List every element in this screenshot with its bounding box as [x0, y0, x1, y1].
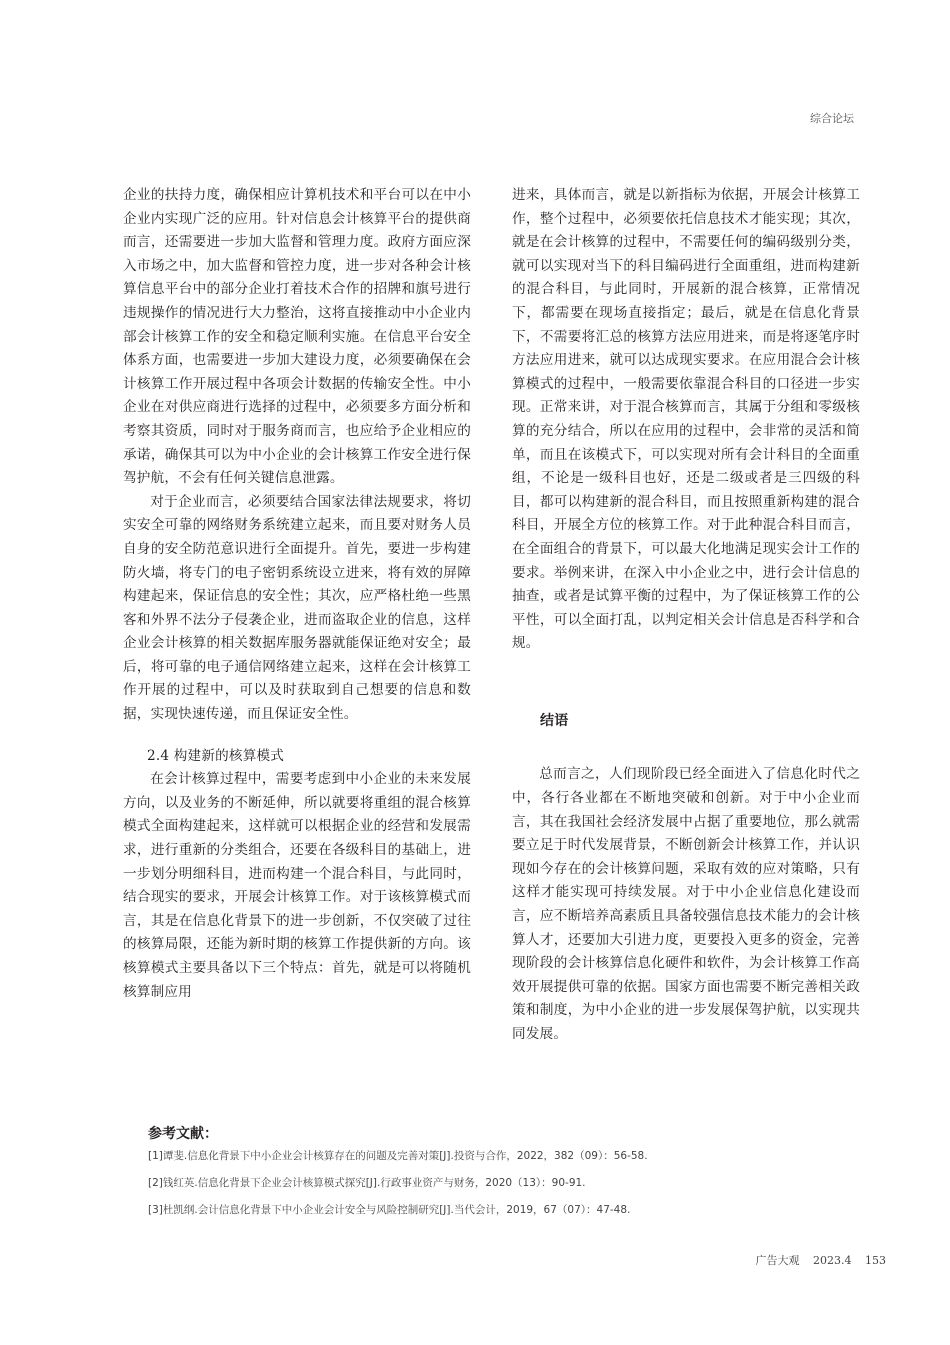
page-footer	[746, 1252, 887, 1268]
conclusion-heading: 结语	[540, 712, 569, 729]
body-paragraph: 在会计核算过程中，需要考虑到中小企业的未来发展方向，以及业务的不断延伸，所以就要将重组的混合核算模式全面构建起来，这样就可以根据企业的经营和发展需求，进行重新的分类组合，还要在各级科目的基础上，进一步划分明细科目，进而构建一个混合科目，与此同时，结合现实的要求，开展会计核算工作。对于该核算模式而言，其是在信息化背景下的进一步创新，不仅突破了过往的核算局限，还能为新时期的核算工作提供新的方向。该核算模式主要具备以下三个特点：首先，就是可以将随机核算制应用	[123, 771, 471, 1000]
body-paragraph: 总而言之，人们现阶段已经全面进入了信息化时代之中，各行各业都在不断地突破和创新。对于中小企业而言，其在我国社会经济发展中占据了重要地位，那么就需要立足于时代发展背景，不断创新会计核算工作，并认识现如今存在的会计核算问题，采取有效的应对策略，只有这样才能实现可持续发展。对于中小企业信息化建设而言，应不断培养高素质且具备较强信息技术能力的会计核算人才，还要加大引进力度，更要投入更多的资金，完善现阶段的会计核算信息化硬件和软件，为会计核算工作高效开展提供可靠的依据。国家方面也需要不断完善相关政策和制度，为中小企业的进一步发展保驾护航，以实现共同发展。	[512, 766, 860, 1042]
section-tag: 综合论坛	[810, 112, 854, 125]
reference-item: [2]钱红英.信息化背景下企业会计核算模式探究[J].行政事业资产与财务，2020（13）：90-91.	[148, 1177, 586, 1189]
body-paragraph: 企业的扶持力度，确保相应计算机技术和平台可以在中小企业内实现广泛的应用。针对信息会计核算平台的提供商而言，还需要进一步加大监督和管理力度。政府方面应深入市场之中，加大监督和管控力度，进一步对各种会计核算信息平台中的部分企业打着技术合作的招牌和旗号进行违规操作的情况进行大力整治，这将直接推动中小企业内部会计核算工作的安全和稳定顺利实施。在信息平台安全体系方面，也需要进一步加大建设力度，必须要确保在会计核算工作开展过程中各项会计数据的传输安全性。中小企业在对供应商进行选择的过程中，必须要多方面分析和考察其资质，同时对于服务商而言，也应给予企业相应的承诺，确保其可以为中小企业的会计核算工作安全进行保驾护航，不会有任何关键信息泄露。	[123, 187, 471, 487]
references-title: 参考文献：	[148, 1126, 218, 1142]
right-column	[512, 184, 860, 1047]
subsection-heading: 2.4 构建新的核算模式	[147, 747, 285, 764]
references	[148, 1123, 828, 1230]
journal-name: 广告大观	[755, 1254, 800, 1267]
body-paragraph: 对于企业而言，必须要结合国家法律法规要求，将切实安全可靠的网络财务系统建立起来，而且要对财务人员自身的安全防范意识进行全面提升。首先，要进一步构建防火墙，将专门的电子密钥系统设立进来，将有效的屏障构建起来，保证信息的安全性；其次，应严格杜绝一些黑客和外界不法分子侵袭企业，进而盗取企业的信息，这样企业会计核算的相关数据库服务器就能保证绝对安全；最后，将可靠的电子通信网络建立起来，这样在会计核算工作开展的过程中，可以及时获取到自己想要的信息和数据，实现快速传递，而且保证安全性。	[123, 493, 471, 723]
issue-number: 2023.4	[813, 1254, 852, 1267]
left-column	[123, 184, 471, 1004]
page-number: 153	[865, 1254, 886, 1267]
reference-item: [3]杜凯纲.会计信息化背景下中小企业会计安全与风险控制研究[J].当代会计，2019，67（07）：47-48.	[148, 1204, 631, 1216]
reference-item: [1]谭斐.信息化背景下中小企业会计核算存在的问题及完善对策[J].投资与合作，2022，382（09）：56-58.	[148, 1150, 648, 1162]
body-paragraph: 进来，具体而言，就是以新指标为依据，开展会计核算工作，整个过程中，必须要依托信息技术才能实现；其次，就是在会计核算的过程中，不需要任何的编码级别分类，就可以实现对当下的科目编码进行全面重组，进而构建新的混合科目，与此同时，开展新的混合核算，正常情况下，都需要在现场直接指定；最后，就是在信息化背景下，不需要将汇总的核算方法应用进来，而是将逐笔序时方法应用进来，就可以达成现实要求。在应用混合会计核算模式的过程中，一般需要依靠混合科目的口径进一步实现。正常来讲，对于混合核算而言，其属于分组和零级核算的充分结合，所以在应用的过程中，会非常的灵活和简单，而且在该模式下，可以实现对所有会计科目的全面重组，不论是一级科目也好，还是二级或者是三四级的科目，都可以构建新的混合科目，而且按照重新构建的混合科目，开展全方位的核算工作。对于此种混合科目而言，在全面组合的背景下，可以最大化地满足现实会计工作的要求。举例来讲，在深入中小企业之中，进行会计信息的抽查，或者是试算平衡的过程中，为了保证核算工作的公平性，可以全面打乱，以判定相关会计信息是否科学和合规。	[512, 187, 860, 652]
